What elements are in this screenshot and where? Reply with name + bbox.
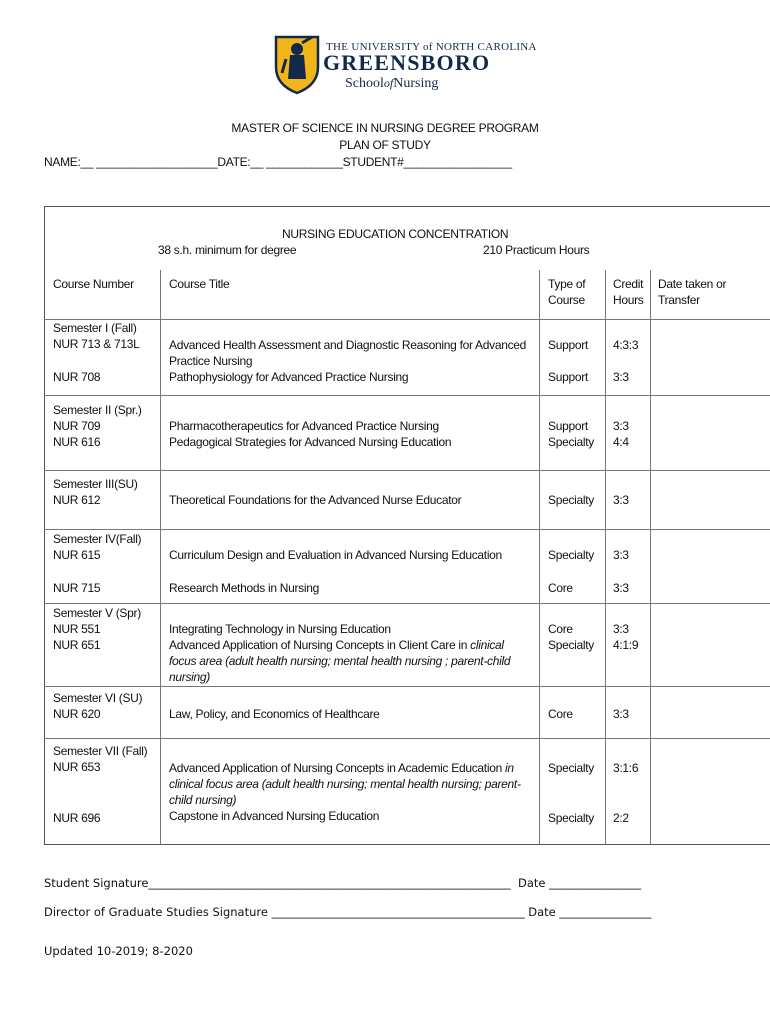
header-credit: Credit Hours — [613, 277, 644, 307]
credit-hours: 3:3 — [613, 707, 629, 721]
course-type: Support Specialty — [548, 419, 594, 449]
credit-hours: 3:3 — [613, 493, 629, 507]
university-logo — [272, 33, 537, 97]
credit-hours: 3:3 — [613, 548, 629, 562]
col-rule — [605, 270, 606, 845]
course-number: NUR 708 — [53, 370, 101, 384]
credit-hours: 3:3 4:4 — [613, 419, 629, 449]
credit-hours: 4:3:3 — [613, 338, 639, 352]
course-title: Advanced Health Assessment and Diagnostic Reasoning for Advanced Practice Nursing Pathophysiology for Advanced Practice Nursing — [169, 338, 527, 384]
col-rule — [650, 270, 651, 845]
course-title: Pharmacotherapeutics for Advanced Practice Nursing Pedagogical Strategies for Advanced Nursing Education — [169, 419, 452, 449]
document-title: PLAN OF STUDY — [339, 138, 431, 152]
program-title: MASTER OF SCIENCE IN NURSING DEGREE PROGRAM — [231, 121, 539, 135]
semester-5-label: Semester V (Spr) NUR 551 NUR 651 — [53, 606, 141, 652]
semester-7-label: Semester VII (Fall) NUR 653 — [53, 744, 148, 774]
course-number: NUR 715 — [53, 581, 101, 595]
credit-hours: 3:3 — [613, 370, 629, 384]
name-date-student-line: NAME:__ ___________________DATE:__ ____________STUDENT#_________________ — [44, 155, 512, 169]
concentration-title: NURSING EDUCATION CONCENTRATION — [282, 227, 509, 241]
course-title: Advanced Application of Nursing Concepts in Academic Education in clinical focus area (adult health nursing; mental health nursing; parent- child nursing) Capstone in Advanced Nursing Education — [169, 761, 521, 823]
logo-university-line: THE UNIVERSITY of NORTH CAROLINA — [326, 41, 537, 53]
course-title: Curriculum Design and Evaluation in Advanced Nursing Education — [169, 548, 502, 562]
col-rule — [539, 270, 540, 845]
course-title: Research Methods in Nursing — [169, 581, 319, 595]
credit-hours: 3:3 — [613, 581, 629, 595]
row-rule — [44, 603, 770, 604]
semester-6-label: Semester VI (SU) NUR 620 — [53, 691, 143, 721]
course-type: Specialty — [548, 811, 594, 825]
minimum-hours: 38 s.h. minimum for degree — [158, 243, 297, 257]
course-type: Support — [548, 370, 588, 384]
course-type: Specialty — [548, 548, 594, 562]
course-type: Core Specialty — [548, 622, 594, 652]
course-type: Support — [548, 338, 588, 352]
student-signature-line[interactable]: Student Signature_______________________________________________________________ Date ________________ — [44, 876, 642, 890]
course-title: Theoretical Foundations for the Advanced Nurse Educator — [169, 493, 462, 507]
updated-note: Updated 10-2019; 8-2020 — [44, 944, 193, 958]
spartan-shield-icon — [272, 33, 322, 95]
credit-hours: 3:3 4:1:9 — [613, 622, 639, 652]
course-type: Core — [548, 581, 573, 595]
row-rule — [44, 470, 770, 471]
credit-hours: 2:2 — [613, 811, 629, 825]
header-row-rule — [44, 319, 770, 320]
course-type: Specialty — [548, 761, 594, 775]
row-rule — [44, 529, 770, 530]
header-course-number: Course Number — [53, 277, 134, 291]
course-title: Integrating Technology in Nursing Education Advanced Application of Nursing Concepts in Client Care in clinical focus area (adult health nursing; mental health nursing ; parent-child nursing) — [169, 622, 511, 684]
director-signature-line[interactable]: Director of Graduate Studies Signature ____________________________________________ Date ________________ — [44, 905, 652, 919]
course-type: Specialty — [548, 493, 594, 507]
row-rule — [44, 395, 770, 396]
logo-greensboro: GREENSBORO — [323, 50, 491, 75]
header-course-title: Course Title — [169, 277, 230, 291]
logo-school-of-nursing: SchoolofNursing — [345, 76, 439, 91]
semester-2-label: Semester II (Spr.) NUR 709 NUR 616 — [53, 403, 142, 449]
semester-1-label: Semester I (Fall) NUR 713 & 713L — [53, 321, 140, 351]
row-rule — [44, 738, 770, 739]
header-type: Type of Course — [548, 277, 586, 307]
semester-3-label: Semester III(SU) NUR 612 — [53, 477, 138, 507]
credit-hours: 3:1:6 — [613, 761, 639, 775]
col-rule — [160, 270, 161, 845]
course-title: Law, Policy, and Economics of Healthcare — [169, 707, 380, 721]
course-number: NUR 696 — [53, 811, 101, 825]
practicum-hours: 210 Practicum Hours — [483, 243, 590, 257]
header-date: Date taken or Transfer — [658, 277, 727, 307]
course-type: Core — [548, 707, 573, 721]
semester-4-label: Semester IV(Fall) NUR 615 — [53, 532, 142, 562]
row-rule — [44, 686, 770, 687]
